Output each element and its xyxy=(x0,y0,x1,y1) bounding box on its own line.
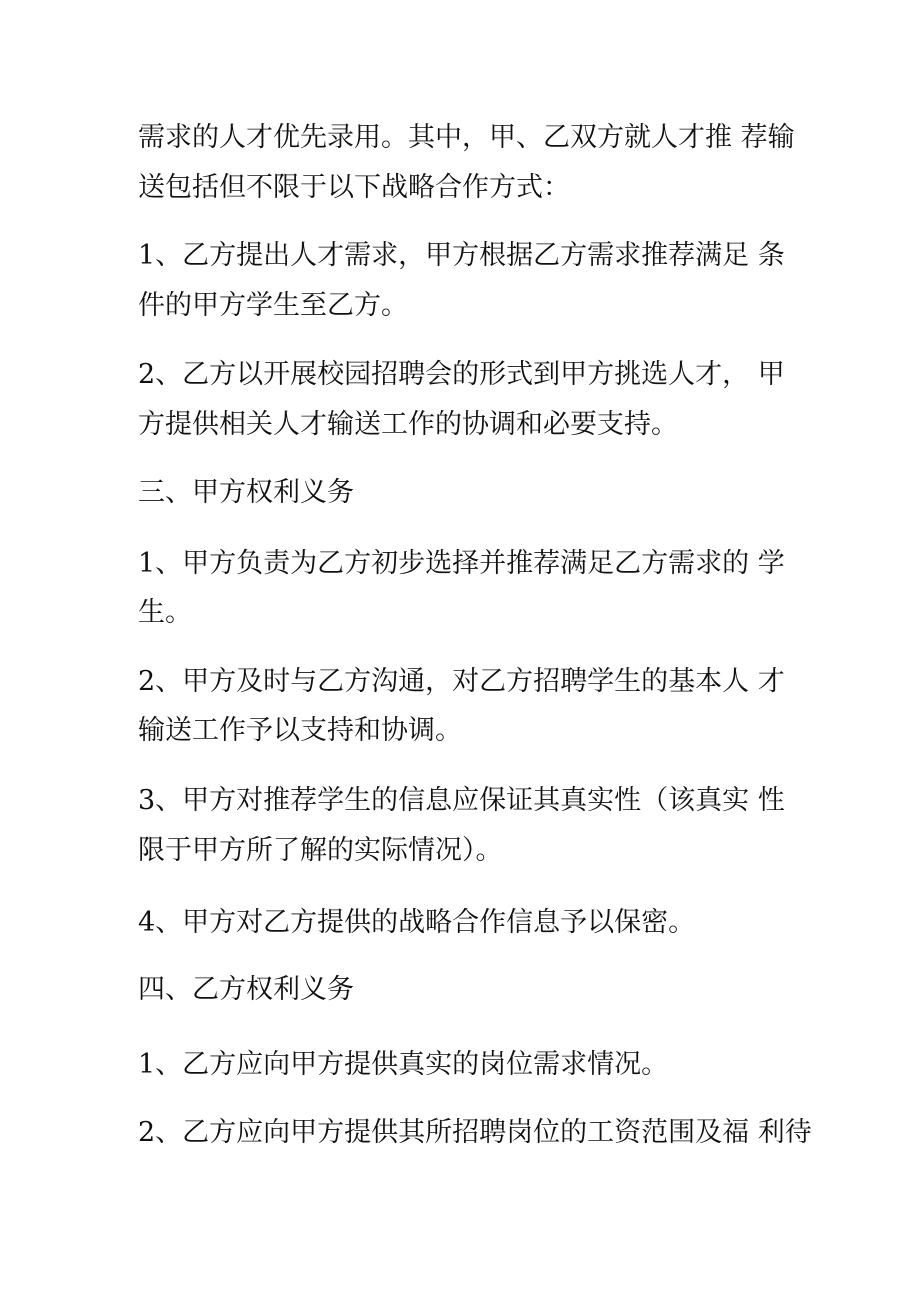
section-heading: 三、甲方权利义务 xyxy=(138,477,354,508)
list-item-line: 1、乙方应向甲方提供真实的岗位需求情况。 xyxy=(138,1049,669,1080)
list-item-line: 2、乙方以开展校园招聘会的形式到甲方挑选人才， 甲 xyxy=(138,359,785,390)
list-item-line: 2、甲方及时与乙方沟通，对乙方招聘学生的基本人 才 xyxy=(138,666,785,697)
paragraph-line: 送包括但不限于以下战略合作方式： xyxy=(138,172,570,203)
list-item-line: 4、甲方对乙方提供的战略合作信息予以保密。 xyxy=(138,907,696,938)
list-item-line: 件的甲方学生至乙方。 xyxy=(138,290,408,321)
list-item-line: 方提供相关人才输送工作的协调和必要支持。 xyxy=(138,409,678,440)
list-item-line: 生。 xyxy=(138,597,192,628)
section-heading: 四、乙方权利义务 xyxy=(138,974,354,1005)
list-item-line: 1、甲方负责为乙方初步选择并推荐满足乙方需求的 学 xyxy=(138,548,785,579)
list-item-line: 限于甲方所了解的实际情况）。 xyxy=(138,835,503,866)
list-item-line: 输送工作予以支持和协调。 xyxy=(138,715,462,746)
paragraph-line: 需求的人才优先录用。其中，甲、乙双方就人才推 荐输 xyxy=(138,122,795,153)
list-item-line: 3、甲方对推荐学生的信息应保证其真实性（该真实 性 xyxy=(138,785,785,816)
list-item-line: 1、乙方提出人才需求，甲方根据乙方需求推荐满足 条 xyxy=(138,240,785,271)
list-item-line: 2、乙方应向甲方提供其所招聘岗位的工资范围及福 利待 xyxy=(138,1117,812,1148)
